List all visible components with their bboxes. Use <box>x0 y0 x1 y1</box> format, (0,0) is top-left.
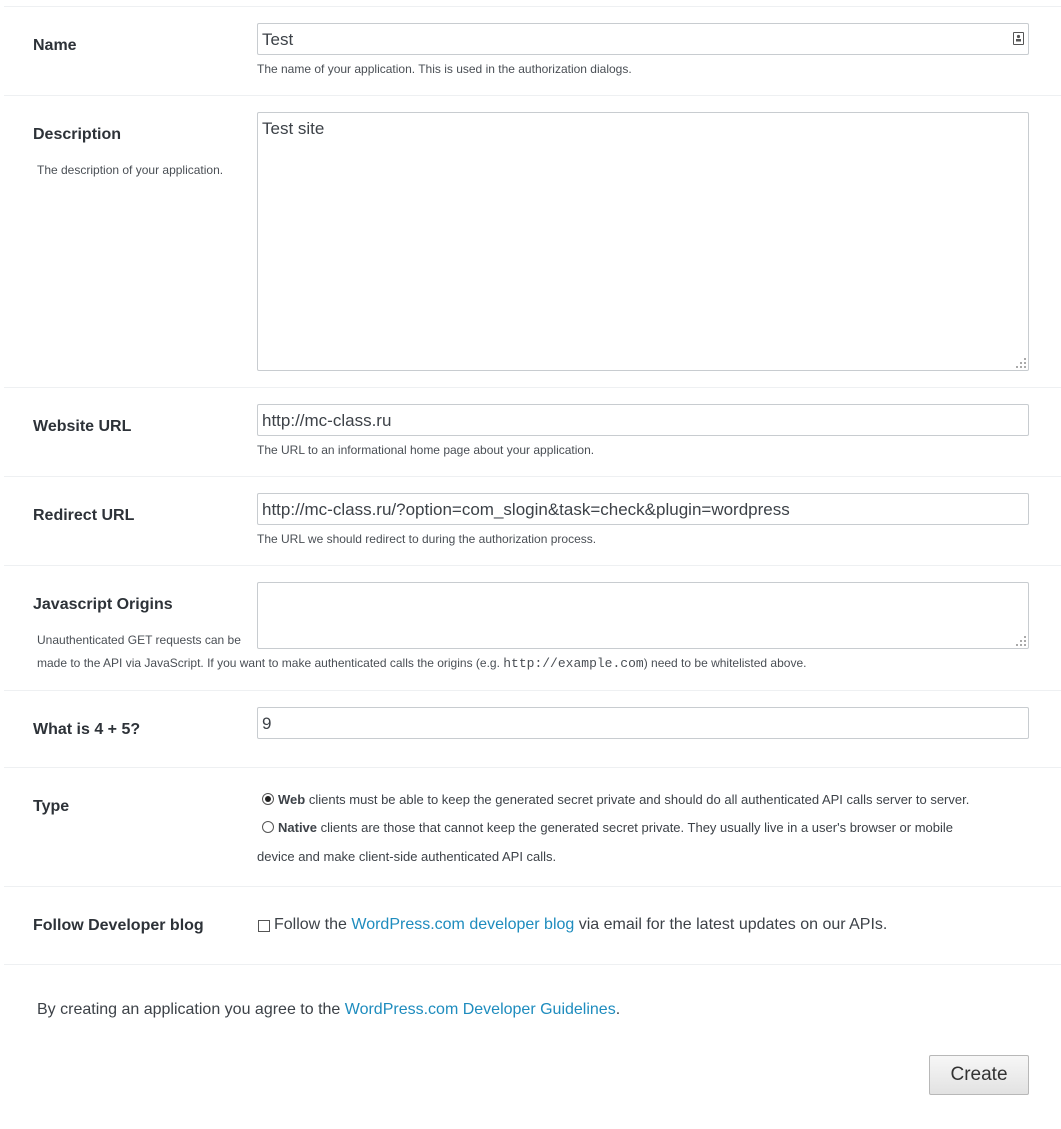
description-help: The description of your application. <box>37 163 224 177</box>
captcha-label: What is 4 + 5? <box>33 721 141 738</box>
redirect-label: Redirect URL <box>33 507 135 524</box>
follow-text-b: via email for the latest updates on our APIs. <box>574 916 888 933</box>
website-input[interactable] <box>257 404 1029 436</box>
type-web-bold: Web <box>278 792 306 807</box>
row-divider-bottom <box>4 964 1061 965</box>
follow-label: Follow Developer blog <box>33 917 204 934</box>
description-label: Description <box>33 126 122 143</box>
name-label: Name <box>33 37 77 54</box>
redirect-help: The URL we should redirect to during the authorization process. <box>257 532 597 546</box>
website-input-value: http://mc-class.ru <box>262 411 392 430</box>
captcha-input-value: 9 <box>262 714 272 733</box>
resize-grip-icon[interactable] <box>1015 357 1026 368</box>
js-origins-help-line2 <box>37 656 806 671</box>
contact-card-icon[interactable] <box>1013 32 1024 45</box>
js-origins-label: Javascript Origins <box>33 596 173 613</box>
type-native-radio[interactable] <box>262 821 274 833</box>
type-web-desc: clients must be able to keep the generated secret private and should do all authenticated API calls server to server. <box>305 792 970 807</box>
js-origins-textarea[interactable] <box>257 582 1029 649</box>
developer-blog-link[interactable]: WordPress.com developer blog <box>351 916 575 933</box>
create-button[interactable]: Create <box>929 1055 1029 1095</box>
agreement-text <box>37 1001 620 1019</box>
name-input-value: Test <box>262 30 294 49</box>
type-web-radio[interactable] <box>262 793 274 805</box>
js-origins-help-line1: Unauthenticated GET requests can be <box>37 633 241 647</box>
follow-text-a: Follow the <box>274 916 352 933</box>
name-help: The name of your application. This is used in the authorization dialogs. <box>257 62 632 76</box>
type-native-desc-line2: device and make client-side authenticated API calls. <box>257 849 557 864</box>
follow-checkbox[interactable] <box>258 920 270 932</box>
type-label: Type <box>33 798 70 815</box>
follow-text <box>274 916 887 934</box>
captcha-input[interactable] <box>257 707 1029 739</box>
description-textarea-value: Test site <box>262 119 325 138</box>
developer-guidelines-link[interactable]: WordPress.com Developer Guidelines <box>344 1001 616 1018</box>
website-label: Website URL <box>33 418 132 435</box>
type-native-bold: Native <box>278 820 318 835</box>
js-origins-help-text-a: made to the API via JavaScript. If you want to make authenticated calls the origins (e.g. <box>37 656 504 670</box>
type-native-text <box>278 820 953 835</box>
type-native-desc: clients are those that cannot keep the generated secret private. They usually live in a user's browser or mobile <box>317 820 954 835</box>
agreement-tail: . <box>615 1001 621 1018</box>
js-origins-help-code: http://example.com <box>503 656 644 671</box>
resize-grip-icon[interactable] <box>1015 635 1026 646</box>
description-textarea[interactable] <box>257 112 1029 371</box>
type-web-text <box>278 792 969 807</box>
agreement-text-a: By creating an application you agree to the <box>37 1001 345 1018</box>
js-origins-help-text-b: ) need to be whitelisted above. <box>643 656 807 670</box>
redirect-input-value: http://mc-class.ru/?option=com_slogin&task=check&plugin=wordpress <box>262 500 790 519</box>
name-input[interactable] <box>257 23 1029 55</box>
redirect-input[interactable] <box>257 493 1029 525</box>
website-help: The URL to an informational home page about your application. <box>257 443 595 457</box>
